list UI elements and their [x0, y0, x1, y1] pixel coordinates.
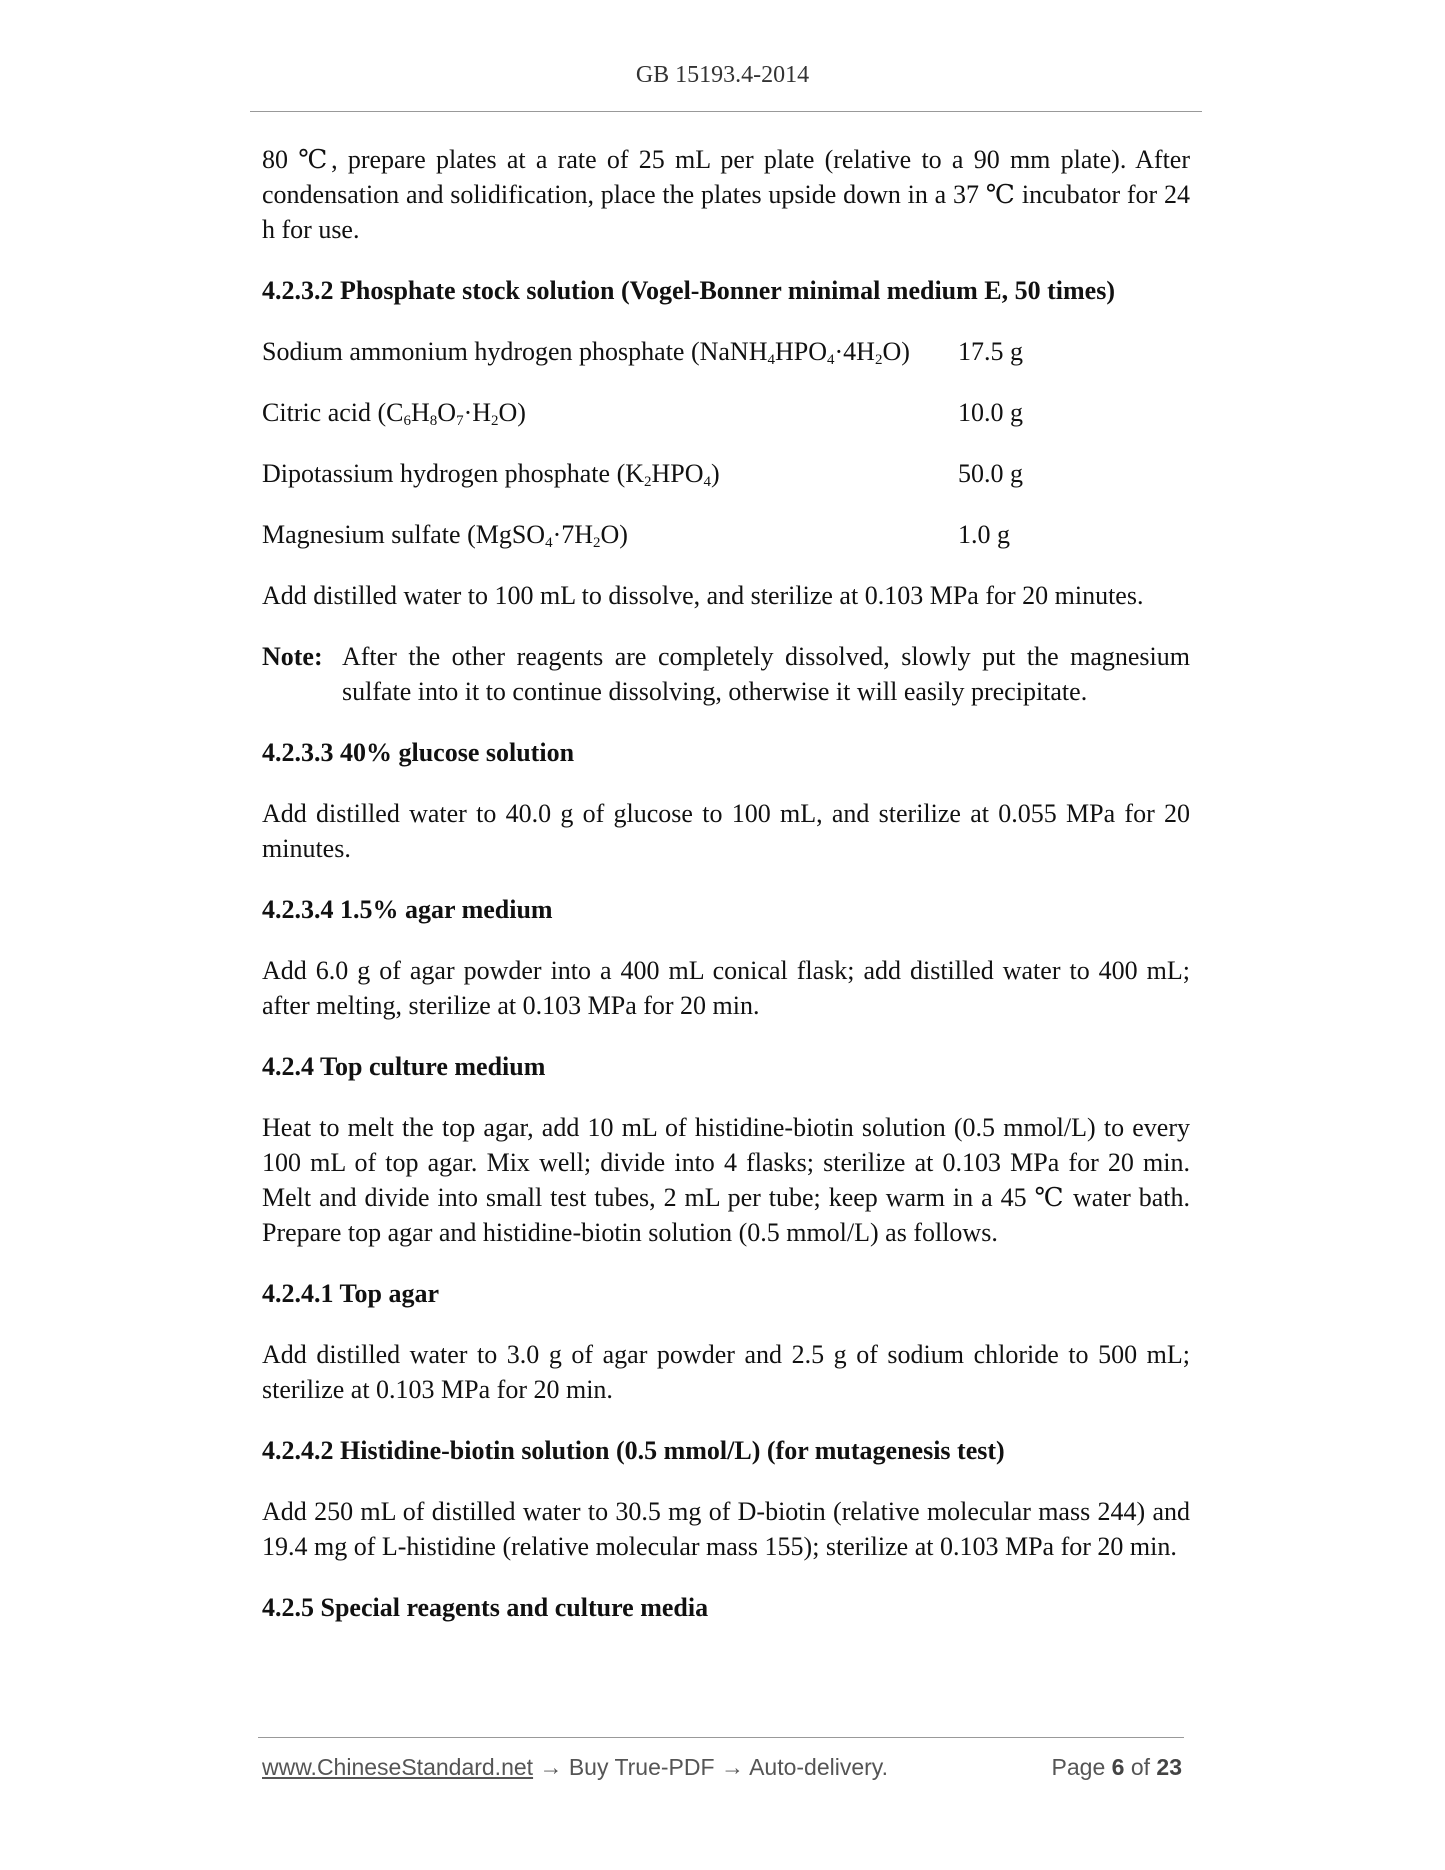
top-medium-paragraph: Heat to melt the top agar, add 10 mL of histidine-biotin solution (0.5 mmol/L) to every 100 mL of top agar. Mix well; divide into 4 flasks; sterilize at 0.103 MPa for 20 min. Melt and divide into small test tubes, 2 mL per tube; keep warm in a 45 ℃ water bath. Prepare top agar and histidine-biotin solution (0.5 mmol/L) as follows. — [262, 1113, 1190, 1247]
reagent-amount: 10.0 g — [958, 398, 1023, 427]
reagent-row — [262, 334, 1190, 369]
reagent-name: Sodium ammonium hydrogen phosphate $(NaNH_4HPO_4\cdot 4H_2O)$ — [262, 337, 910, 368]
glucose-paragraph: Add distilled water to 40.0 g of glucose to 100 mL, and sterilize at 0.055 MPa for 20 minutes. — [262, 799, 1190, 863]
note-label: Note: — [262, 642, 323, 671]
reagent-name: Citric acid $(C_6H_8O_7\cdot H_2O)$ — [262, 398, 526, 429]
histidine-paragraph: Add 250 mL of distilled water to 30.5 mg of D-biotin (relative molecular mass 244) and 19.4 mg of L-histidine (relative molecular mass 155); sterilize at 0.103 MPa for 20 min. — [262, 1497, 1190, 1561]
heading-4-2-4-2: 4.2.4.2 Histidine-biotin solution (0.5 mmol/L) (for mutagenesis test) — [262, 1436, 1005, 1465]
buy-text: Buy True-PDF — [568, 1754, 715, 1780]
arrow-icon: → — [539, 1754, 563, 1780]
page-total: 23 — [1156, 1754, 1182, 1780]
heading-4-2-4-1: 4.2.4.1 Top agar — [262, 1279, 439, 1308]
header-divider — [250, 111, 1202, 112]
reagent-name: Magnesium sulfate $(MgSO_4\cdot 7H_2O)$ — [262, 520, 628, 551]
reagent-amount: 1.0 g — [958, 520, 1010, 549]
footer-promo — [262, 1754, 888, 1781]
agar-paragraph: Add 6.0 g of agar powder into a 400 mL conical flask; add distilled water to 400 mL; after melting, sterilize at 0.103 MPa for 20 min. — [262, 956, 1190, 1020]
reagent-amount: 17.5 g — [958, 337, 1023, 366]
page-number — [1052, 1754, 1182, 1781]
page-footer — [262, 1754, 1182, 1788]
arrow-icon: → — [720, 1754, 744, 1780]
top-agar-paragraph: Add distilled water to 3.0 g of agar powder and 2.5 g of sodium chloride to 500 mL; sterilize at 0.103 MPa for 20 min. — [262, 1340, 1190, 1404]
heading-4-2-5: 4.2.5 Special reagents and culture media — [262, 1593, 709, 1622]
heading-4-2-3-4: 4.2.3.4 1.5% agar medium — [262, 895, 553, 924]
dissolve-paragraph: Add distilled water to 100 mL to dissolve, and sterilize at 0.103 MPa for 20 minutes. — [262, 581, 1144, 610]
footer-divider — [258, 1737, 1184, 1738]
note-block — [262, 639, 1190, 709]
page-label: Page — [1051, 1754, 1106, 1780]
reagent-name: Dipotassium hydrogen phosphate $(K_2HPO_4)$ — [262, 459, 720, 490]
page-of: of — [1130, 1754, 1151, 1780]
heading-4-2-3-3: 4.2.3.3 40% glucose solution — [262, 738, 575, 767]
site-link[interactable]: www.ChineseStandard.net — [262, 1754, 534, 1780]
heading-4-2-4: 4.2.4 Top culture medium — [262, 1052, 546, 1081]
reagent-row — [262, 395, 1190, 430]
page-header: GB 15193.4-2014 — [635, 62, 810, 88]
delivery-text: Auto-delivery. — [749, 1754, 888, 1780]
reagent-row — [262, 456, 1190, 491]
reagent-row — [262, 517, 1190, 552]
heading-4-2-3-2: 4.2.3.2 Phosphate stock solution (Vogel-Bonner minimal medium E, 50 times) — [262, 276, 1115, 305]
page-current: 6 — [1111, 1754, 1125, 1780]
document-body — [262, 142, 1190, 1651]
reagent-amount: 50.0 g — [958, 459, 1023, 488]
note-text: After the other reagents are completely dissolved, slowly put the magnesium sulfate into it to continue dissolving, otherwise it will easily precipitate. — [342, 642, 1190, 706]
intro-paragraph: 80 ℃, prepare plates at a rate of 25 mL per plate (relative to a 90 mm plate). After condensation and solidification, place the plates upside down in a 37 ℃ incubator for 24 h for use. — [262, 145, 1190, 244]
